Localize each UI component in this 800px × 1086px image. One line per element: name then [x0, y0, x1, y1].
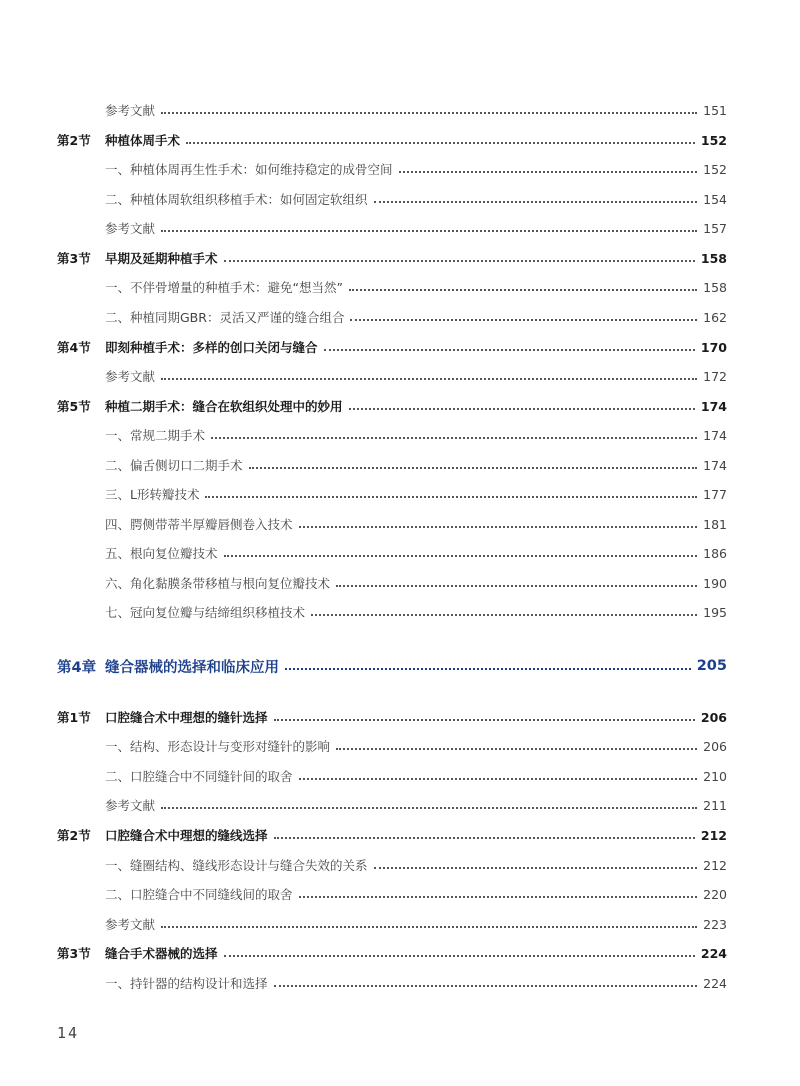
- toc-entry-page: 223: [703, 916, 727, 932]
- toc-dot-leader: [336, 748, 697, 750]
- toc-entry-title: 二、种植体周软组织移植手术：如何固定软组织: [105, 192, 368, 207]
- toc-entry-title: 一、不伴骨增量的种植手术：避免“想当然”: [105, 280, 343, 295]
- toc-section-entry: [57, 336, 727, 358]
- toc-sub-entry: [57, 972, 727, 994]
- toc-dot-leader: [299, 526, 697, 528]
- toc-entry-page: 205: [696, 658, 727, 674]
- toc-entry-page: 186: [703, 545, 727, 561]
- toc-sub-entry: [57, 854, 727, 876]
- toc-dot-leader: [274, 837, 695, 839]
- toc-dot-leader: [161, 230, 697, 232]
- toc-entry-title: 参考文献: [105, 917, 156, 932]
- toc-section-entry: [57, 395, 727, 417]
- toc-entry-page: 181: [703, 516, 727, 532]
- toc-dot-leader: [161, 112, 697, 114]
- toc-sub-entry: [57, 542, 727, 564]
- toc-entry-page: 174: [700, 398, 727, 414]
- toc-dot-leader: [186, 142, 695, 144]
- toc-entry-title: 口腔缝合术中理想的缝针选择: [105, 710, 268, 725]
- toc-entry-title: 参考文献: [105, 221, 156, 236]
- toc-dot-leader: [161, 926, 697, 928]
- toc-dot-leader: [374, 867, 697, 869]
- toc-dot-leader: [161, 378, 697, 380]
- toc-entry-page: 174: [703, 457, 727, 473]
- toc-entry-page: 157: [703, 220, 727, 236]
- toc-dot-leader: [224, 555, 697, 557]
- toc-entry-title: 一、缝圈结构、缝线形态设计与缝合失效的关系: [105, 858, 368, 873]
- toc-entry-title: 缝合手术器械的选择: [105, 946, 218, 961]
- toc-sub-entry: [57, 913, 727, 935]
- toc-chapter-entry: [57, 653, 727, 679]
- toc-entry-title: 即刻种植手术：多样的创口关闭与缝合: [105, 340, 318, 355]
- toc-entry-page: 212: [703, 857, 727, 873]
- toc-dot-leader: [349, 408, 695, 410]
- toc-sub-entry: [57, 794, 727, 816]
- toc-entry-title: 四、腭侧带蒂半厚瓣唇侧卷入技术: [105, 517, 293, 532]
- toc-dot-leader: [350, 319, 697, 321]
- toc-entry-page: 195: [703, 604, 727, 620]
- toc-entry-title: 一、结构、形态设计与变形对缝针的影响: [105, 739, 331, 754]
- toc-section-entry: [57, 942, 727, 964]
- toc-dot-leader: [249, 467, 697, 469]
- toc-entry-page: 224: [703, 975, 727, 991]
- toc-entry-number: 第5节: [57, 399, 91, 414]
- toc-entry-number: 第3节: [57, 251, 91, 266]
- toc-sub-entry: [57, 601, 727, 623]
- toc-entry-title: 一、种植体周再生性手术：如何维持稳定的成骨空间: [105, 162, 393, 177]
- toc-dot-leader: [161, 807, 697, 809]
- toc-entry-page: 151: [703, 102, 727, 118]
- toc-entry-title: 参考文献: [105, 369, 156, 384]
- toc-entry-title: 二、种植同期GBR：灵活又严谨的缝合组合: [105, 310, 345, 325]
- toc-entry-page: 190: [703, 575, 727, 591]
- toc-sub-entry: [57, 483, 727, 505]
- toc-entry-number: 第4节: [57, 340, 91, 355]
- toc-entry-title: 一、持针器的结构设计和选择: [105, 976, 268, 991]
- toc-dot-leader: [299, 896, 697, 898]
- toc-sub-entry: [57, 424, 727, 446]
- toc-entry-number: 第4章: [57, 659, 97, 676]
- toc-dot-leader: [211, 437, 697, 439]
- toc-section-entry: [57, 824, 727, 846]
- toc-section-entry: [57, 706, 727, 728]
- toc-dot-leader: [324, 349, 695, 351]
- toc-sub-entry: [57, 158, 727, 180]
- toc-dot-leader: [399, 171, 697, 173]
- toc-entry-number: 第3节: [57, 946, 91, 961]
- toc-entry-page: 162: [703, 309, 727, 325]
- page-number: 14: [57, 1024, 80, 1042]
- toc-entry-page: 158: [703, 279, 727, 295]
- toc-entry-number: 第2节: [57, 828, 91, 843]
- toc-entry-title: 六、角化黏膜条带移植与根向复位瓣技术: [105, 576, 331, 591]
- toc-entry-page: 212: [700, 827, 727, 843]
- toc-sub-entry: [57, 454, 727, 476]
- toc-entry-page: 210: [703, 768, 727, 784]
- toc-entry-page: 224: [700, 945, 727, 961]
- toc-sub-entry: [57, 513, 727, 535]
- toc-entry-title: 种植二期手术：缝合在软组织处理中的妙用: [105, 399, 343, 414]
- toc-section-entry: [57, 247, 727, 269]
- toc-entry-title: 二、口腔缝合中不同缝线间的取舍: [105, 887, 293, 902]
- toc-dot-leader: [336, 585, 697, 587]
- toc-sub-entry: [57, 572, 727, 594]
- toc-section-entry: [57, 129, 727, 151]
- toc-dot-leader: [224, 260, 695, 262]
- toc-sub-entry: [57, 883, 727, 905]
- toc-dot-leader: [224, 955, 695, 957]
- toc-entry-page: 152: [700, 132, 727, 148]
- toc-entry-title: 缝合器械的选择和临床应用: [105, 659, 279, 676]
- toc-dot-leader: [299, 778, 697, 780]
- toc-entry-title: 七、冠向复位瓣与结缔组织移植技术: [105, 605, 306, 620]
- toc-entry-title: 参考文献: [105, 798, 156, 813]
- toc-entry-title: 参考文献: [105, 103, 156, 118]
- toc-sub-entry: [57, 188, 727, 210]
- toc-entry-title: 口腔缝合术中理想的缝线选择: [105, 828, 268, 843]
- toc-entry-title: 二、偏舌侧切口二期手术: [105, 458, 243, 473]
- toc-entry-title: 早期及延期种植手术: [105, 251, 218, 266]
- toc-entry-page: 152: [703, 161, 727, 177]
- toc-sub-entry: [57, 306, 727, 328]
- toc-sub-entry: [57, 276, 727, 298]
- toc-sub-entry: [57, 99, 727, 121]
- toc-dot-leader: [205, 496, 697, 498]
- toc-entry-title: 一、常规二期手术: [105, 428, 206, 443]
- toc-dot-leader: [311, 614, 697, 616]
- toc-entry-title: 五、根向复位瓣技术: [105, 546, 218, 561]
- toc-entry-page: 158: [700, 250, 727, 266]
- toc-entry-number: 第1节: [57, 710, 91, 725]
- toc-sub-entry: [57, 365, 727, 387]
- toc-sub-entry: [57, 735, 727, 757]
- toc-entry-page: 170: [700, 339, 727, 355]
- toc-sub-entry: [57, 217, 727, 239]
- toc-dot-leader: [349, 289, 697, 291]
- toc-dot-leader: [285, 668, 691, 670]
- toc-entry-page: 172: [703, 368, 727, 384]
- toc-entry-title: 种植体周手术: [105, 133, 181, 148]
- toc-dot-leader: [274, 985, 697, 987]
- toc-dot-leader: [374, 201, 697, 203]
- toc-entry-page: 206: [700, 709, 727, 725]
- toc-sub-entry: [57, 765, 727, 787]
- toc-entry-title: 三、L形转瓣技术: [105, 487, 200, 502]
- toc-entry-page: 174: [703, 427, 727, 443]
- toc-entry-title: 二、口腔缝合中不同缝针间的取舍: [105, 769, 293, 784]
- toc-entry-page: 211: [703, 797, 727, 813]
- toc-entry-page: 177: [703, 486, 727, 502]
- toc-entry-page: 220: [703, 886, 727, 902]
- toc-entry-page: 154: [703, 191, 727, 207]
- toc-entry-number: 第2节: [57, 133, 91, 148]
- toc-entry-page: 206: [703, 738, 727, 754]
- toc-dot-leader: [274, 719, 695, 721]
